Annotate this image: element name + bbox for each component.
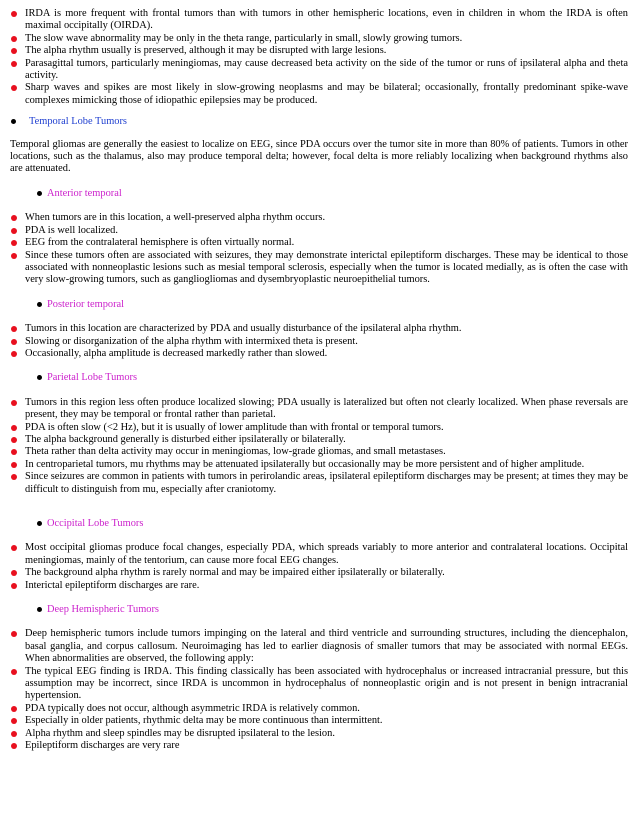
heading-text: Posterior temporal <box>47 298 125 310</box>
list-item: Alpha rhythm and sleep spindles may be disrupted ipsilateral to the lesion. <box>10 728 628 740</box>
list-item: The alpha background generally is disturbed either ipsilaterally or bilaterally. <box>10 434 628 446</box>
section-heading-anterior-temporal <box>10 188 628 200</box>
bullet-dot-icon <box>37 607 42 612</box>
temporal-paragraph: Temporal gliomas are generally the easiest to localize on EEG, since PDA occurs over the tumor site in more than 80% of patients. Tumors in other locations, such as the thalamus, also may produce temporal delta; however, focal delta is more reliably localizing when background rhythms also are attenuated. <box>10 138 628 175</box>
anterior-list <box>10 212 628 286</box>
heading-text: Occipital Lobe Tumors <box>47 518 144 529</box>
intro-list <box>10 8 628 107</box>
bullet-dot-icon <box>37 375 42 380</box>
list-item: The typical EEG finding is IRDA. This finding classically has been associated with hydrocephalus or increased intracranial pressure, but this assumption may be incorrect, since IRDA is uncommon in hydrocephalus of nonneoplastic origin and is not present in benign intracranial hypertension. <box>10 666 628 703</box>
list-item: Occasionally, alpha amplitude is decreased markedly rather than slowed. <box>10 348 628 360</box>
list-item: In centroparietal tumors, mu rhythms may be attenuated ipsilaterally but occasionally may be more persistent and of higher amplitude. <box>10 459 628 471</box>
occipital-list <box>10 542 628 592</box>
list-item: EEG from the contralateral hemisphere is often virtually normal. <box>10 237 628 249</box>
bullet-dot-icon <box>11 119 16 124</box>
list-item: Theta rather than delta activity may occur in meningiomas, low-grade gliomas, and small metastases. <box>10 446 628 458</box>
heading-text: Temporal Lobe Tumors <box>29 116 127 128</box>
list-item: The background alpha rhythm is rarely normal and may be impaired either ipsilaterally or bilaterally. <box>10 567 628 579</box>
list-item: Parasagittal tumors, particularly meningiomas, may cause decreased beta activity on the side of the tumor or runs of ipsilateral alpha and theta activity. <box>10 58 628 83</box>
section-heading-posterior-temporal <box>10 299 628 311</box>
list-item: Tumors in this location are characterized by PDA and usually disturbance of the ipsilateral alpha rhythm. <box>10 323 628 335</box>
posterior-list <box>10 323 628 360</box>
list-item: The slow wave abnormality may be only in the theta range, particularly in small, slowly growing tumors. <box>10 33 628 45</box>
bullet-dot-icon <box>37 521 42 526</box>
list-item: The alpha rhythm usually is preserved, although it may be disrupted with large lesions. <box>10 45 628 57</box>
section-heading-occipital <box>10 518 628 530</box>
bullet-dot-icon <box>37 302 42 307</box>
list-item: Especially in older patients, rhythmic delta may be more continuous than intermittent. <box>10 715 628 727</box>
list-item: Slowing or disorganization of the alpha rhythm with intermixed theta is present. <box>10 336 628 348</box>
section-heading-temporal <box>10 116 628 128</box>
deep-list <box>10 628 628 752</box>
list-item: PDA is often slow (<2 Hz), but it is usually of lower amplitude than with frontal or temporal tumors. <box>10 422 628 434</box>
list-item: Most occipital gliomas produce focal changes, especially PDA, which spreads variably to more anterior and contralateral locations. Occipital meningiomas, mainly of the tentorium, can cause more focal EEG changes. <box>10 542 628 567</box>
list-item: Interictal epileptiform discharges are rare. <box>10 580 628 592</box>
list-item: Epileptiform discharges are very rare <box>10 740 628 752</box>
list-item: PDA typically does not occur, although asymmetric IRDA is relatively common. <box>10 703 628 715</box>
list-item: Sharp waves and spikes are most likely in slow-growing neoplasms and may be bilateral; occasionally, frontally predominant spike-wave complexes mimicking those of idiopathic epilepsies may be produced. <box>10 82 628 107</box>
heading-text: Parietal Lobe Tumors <box>47 372 138 384</box>
list-item: IRDA is more frequent with frontal tumors than with tumors in other hemispheric locations, even in children in whom the IRDA is often maximal occipitally (OIRDA). <box>10 8 628 33</box>
list-item: When tumors are in this location, a well-preserved alpha rhythm occurs. <box>10 212 628 224</box>
list-item: Tumors in this region less often produce localized slowing; PDA usually is lateralized but often not clearly localized. When phase reversals are present, they may be temporal or frontal rather than parietal. <box>10 397 628 422</box>
parietal-list <box>10 397 628 496</box>
list-item: Since these tumors often are associated with seizures, they may demonstrate interictal epileptiform discharges. These may be identical to those associated with nonneoplastic lesions such as mesial temporal sclerosis, especially when the tumor is located medially, as is often the case with very slow-growing tumors, such as gangliogliomas and dysembryoplastic neuroepithelial tumors. <box>10 250 628 287</box>
list-item: Deep hemispheric tumors include tumors impinging on the lateral and third ventricle and surrounding structures, including the diencephalon, basal ganglia, and corpus callosum. Neuroimaging has led to earlier diagnosis of smaller tumors that may be associated with normal EEGs. When abnormalities are observed, the following apply: <box>10 628 628 665</box>
section-heading-deep-hemispheric <box>10 604 628 616</box>
list-item: PDA is well localized. <box>10 225 628 237</box>
list-item: Since seizures are common in patients with tumors in perirolandic areas, ipsilateral epileptiform discharges may be present; at times they may be difficult to distinguish from mu, especially after craniotomy. <box>10 471 628 496</box>
heading-text: Deep Hemispheric Tumors <box>47 604 159 616</box>
section-heading-parietal <box>10 372 628 384</box>
bullet-dot-icon <box>37 191 42 196</box>
heading-text: Anterior temporal <box>47 187 122 199</box>
